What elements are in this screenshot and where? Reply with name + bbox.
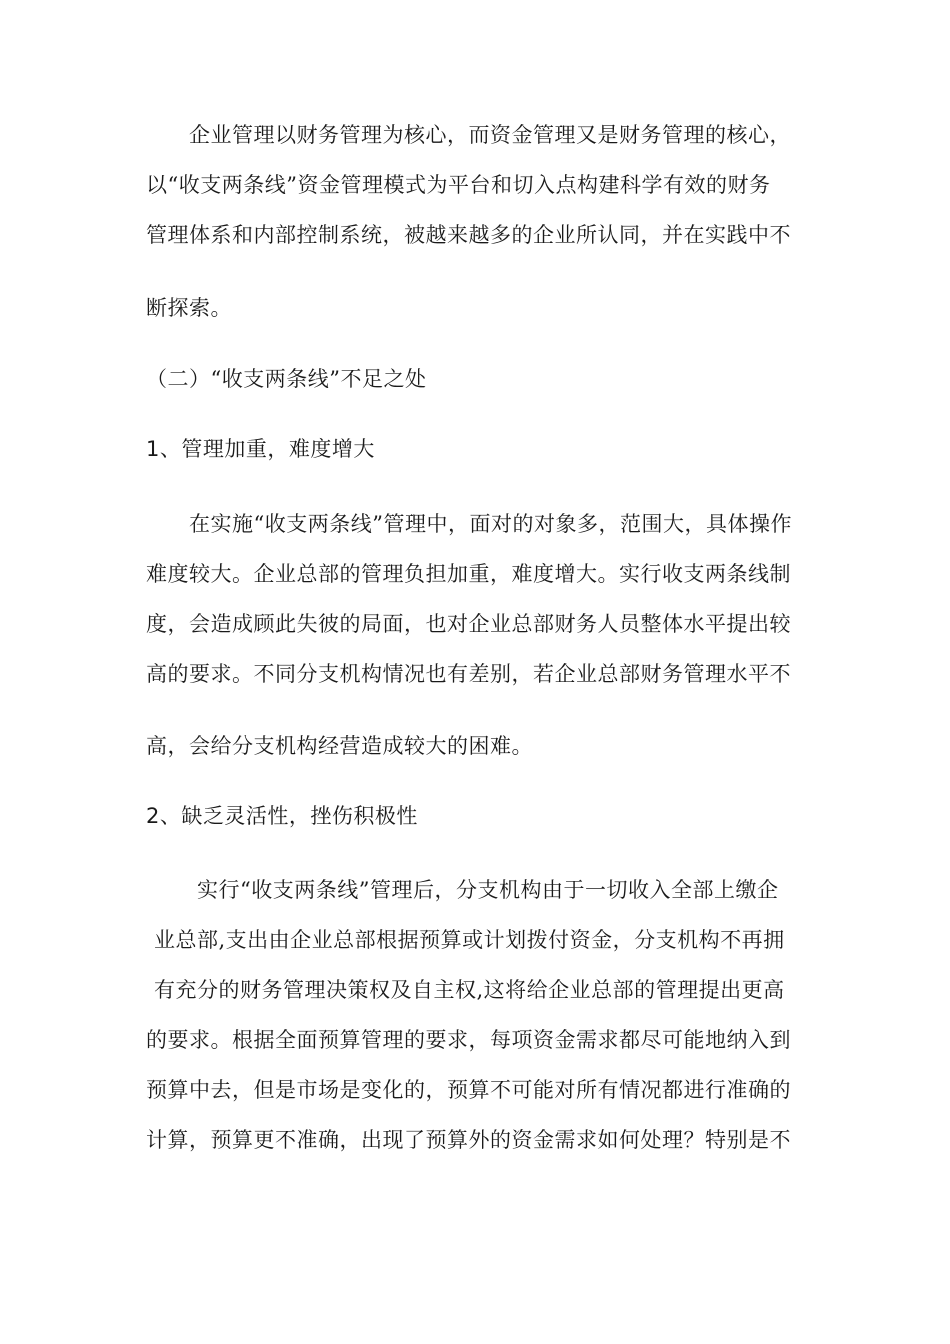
- item1-line-5: 高，会给分支机构经营造成较大的困难。: [146, 734, 533, 758]
- paragraph1-line-1: 企业管理以财务管理为核心，而资金管理又是财务管理的核心，: [189, 123, 791, 147]
- paragraph1-line-2: 以“收支两条线”资金管理模式为平台和切入点构建科学有效的财务: [146, 173, 771, 197]
- item2-line-1: 实行“收支两条线”管理后，分支机构由于一切收入全部上缴企: [197, 878, 779, 902]
- item2-line-6: 计算，预算更不准确，出现了预算外的资金需求如何处理？特别是不: [146, 1128, 791, 1152]
- item2-title: 2、缺乏灵活性，挫伤积极性: [146, 804, 418, 828]
- item2-line-4: 的要求。根据全面预算管理的要求，每项资金需求都尽可能地纳入到: [146, 1028, 791, 1052]
- section-heading: （二）“收支两条线”不足之处: [146, 367, 427, 391]
- item2-line-3: 有充分的财务管理决策权及自主权,这将给企业总部的管理提出更高: [154, 978, 785, 1002]
- item1-title: 1、管理加重，难度增大: [146, 437, 375, 461]
- item1-line-4: 高的要求。不同分支机构情况也有差别，若企业总部财务管理水平不: [146, 662, 791, 686]
- item1-line-1: 在实施“收支两条线”管理中，面对的对象多，范围大，具体操作: [189, 512, 792, 536]
- paragraph1-line-4: 断探索。: [146, 296, 232, 320]
- item2-line-2: 业总部,支出由企业总部根据预算或计划拨付资金，分支机构不再拥: [154, 928, 785, 952]
- paragraph1-line-3: 管理体系和内部控制系统，被越来越多的企业所认同，并在实践中不: [146, 223, 791, 247]
- item2-line-5: 预算中去，但是市场是变化的，预算不可能对所有情况都进行准确的: [146, 1078, 791, 1102]
- item1-line-2: 难度较大。企业总部的管理负担加重，难度增大。实行收支两条线制: [146, 562, 791, 586]
- item1-line-3: 度，会造成顾此失彼的局面，也对企业总部财务人员整体水平提出较: [146, 612, 791, 636]
